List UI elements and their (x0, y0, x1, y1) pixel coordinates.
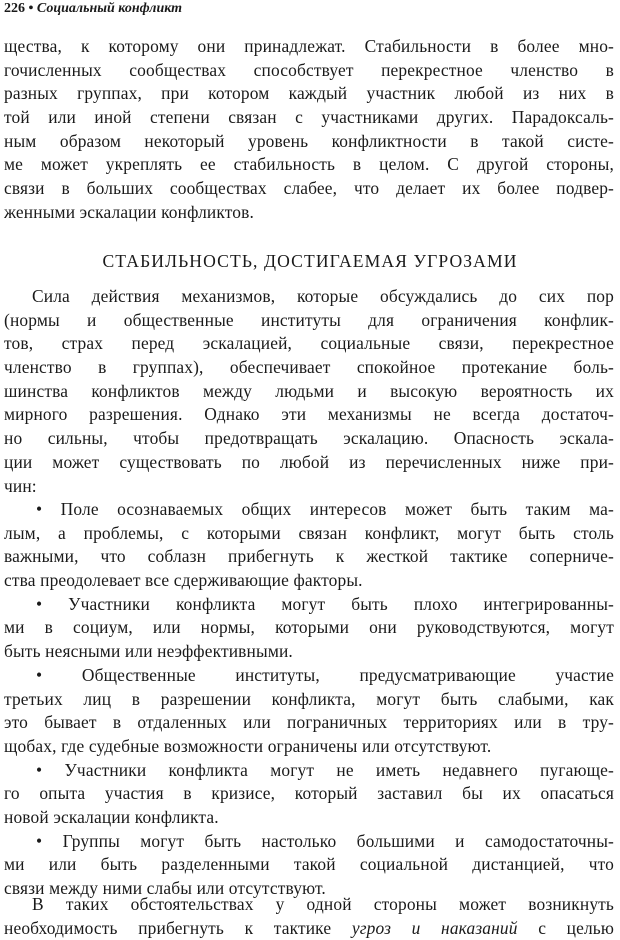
bullet-list (4, 498, 614, 901)
text-line: ми или быть разделенными такой социальной дистанцией, что (4, 854, 614, 875)
text-line: • Участники конфликта могут не иметь недавнего пугающе- (36, 759, 614, 780)
text-line: гочисленных сообществах способствует перекрестное членство в (4, 59, 614, 80)
text-line: щобах, где судебные возможности ограничены или отсутствуют. (4, 735, 492, 756)
text-line: это бывает в отдаленных или пограничных территориях или в тру- (4, 712, 614, 733)
paragraph-mechanisms (4, 285, 614, 498)
text-line: лым, а проблемы, с которыми связан конфликт, могут быть столь (4, 522, 614, 543)
text-run: необходимость прибегнуть к тактике (4, 917, 332, 938)
text-line: тов, страх перед эскалацией, социальные связи, перекрестное (4, 333, 614, 354)
bullet-item (4, 593, 614, 664)
text-line: Сила действия механизмов, которые обсуждались до сих пор (32, 286, 614, 306)
text-line: (нормы и общественные институты для ограничения конфлик- (4, 309, 614, 330)
text-line: ме может укреплять ее стабильность в целом. С другой стороны, (4, 154, 614, 175)
text-line (4, 917, 614, 940)
bullet-item (4, 498, 614, 593)
book-title: Социальный конфликт (36, 1, 183, 16)
text-line: женными эскалации конфликтов. (4, 201, 254, 222)
head-separator: • (28, 1, 34, 16)
text-line: шинства конфликтов между людьми и высокую вероятность их (4, 380, 614, 401)
text-line: мирного разрешения. Однако эти механизмы не всегда достаточ- (4, 404, 614, 425)
bullet-item (4, 759, 614, 830)
text-line: связи между ними слабы или отсутствуют. (4, 878, 326, 898)
text-line: В таких обстоятельствах у одной стороны может возникнуть (32, 894, 614, 914)
text-line: • Группы могут быть настолько большими и самодостаточны- (36, 830, 614, 851)
text-run: с целью (538, 917, 614, 938)
text-line: связи в больших сообществах слабее, что делает их более подвер- (4, 178, 614, 199)
text-line: быть неясными или неэффективными. (4, 641, 293, 662)
bullet-item (4, 830, 614, 901)
text-line: ми в социум, или нормы, которыми они руководствуются, могут (4, 617, 614, 638)
text-line: щества, к которому они принадлежат. Стабильности в более мно- (4, 36, 614, 56)
paragraph-continuation (4, 35, 614, 225)
running-head (4, 1, 182, 17)
text-line: важными, что соблазн прибегнуть к жесткой тактике соперниче- (4, 546, 614, 567)
text-line: но сильны, чтобы предотвращать эскалацию. Опасность эскала- (4, 428, 614, 449)
text-line: разных группах, при котором каждый участник любой из них в (4, 83, 614, 104)
text-line: • Поле осознаваемых общих интересов может быть таким ма- (36, 499, 614, 519)
text-line: членство в группах), обеспечивает спокойное протекание боль- (4, 357, 614, 378)
text-line: ции может существовать по любой из перечисленных ниже при- (4, 451, 614, 472)
text-line: ства преодолевает все сдерживающие факторы. (4, 570, 363, 591)
text-line: • Участники конфликта могут быть плохо интегрированны- (36, 593, 614, 614)
emphasized-term: угроз и наказаний (351, 917, 518, 938)
text-line: третьих лиц в разрешении конфликта, могут быть слабыми, как (4, 688, 614, 709)
section-heading: СТАБИЛЬНОСТЬ, ДОСТИГАЕМАЯ УГРОЗАМИ (102, 251, 518, 271)
paragraph-threats (4, 893, 614, 940)
text-line: той или иной степени связан с участниками других. Парадоксаль- (4, 107, 614, 128)
bullet-item (4, 664, 614, 759)
text-line: ным образом некоторый уровень конфликтности в такой систе- (4, 130, 614, 151)
text-line: новой эскалации конфликта. (4, 806, 219, 827)
text-line: го опыта участия в кризисе, который заставил бы их опасаться (4, 783, 614, 804)
text-line: • Общественные институты, предусматривающие участие (36, 664, 614, 685)
text-line: чин: (4, 475, 37, 496)
page-number: 226 (4, 1, 25, 16)
